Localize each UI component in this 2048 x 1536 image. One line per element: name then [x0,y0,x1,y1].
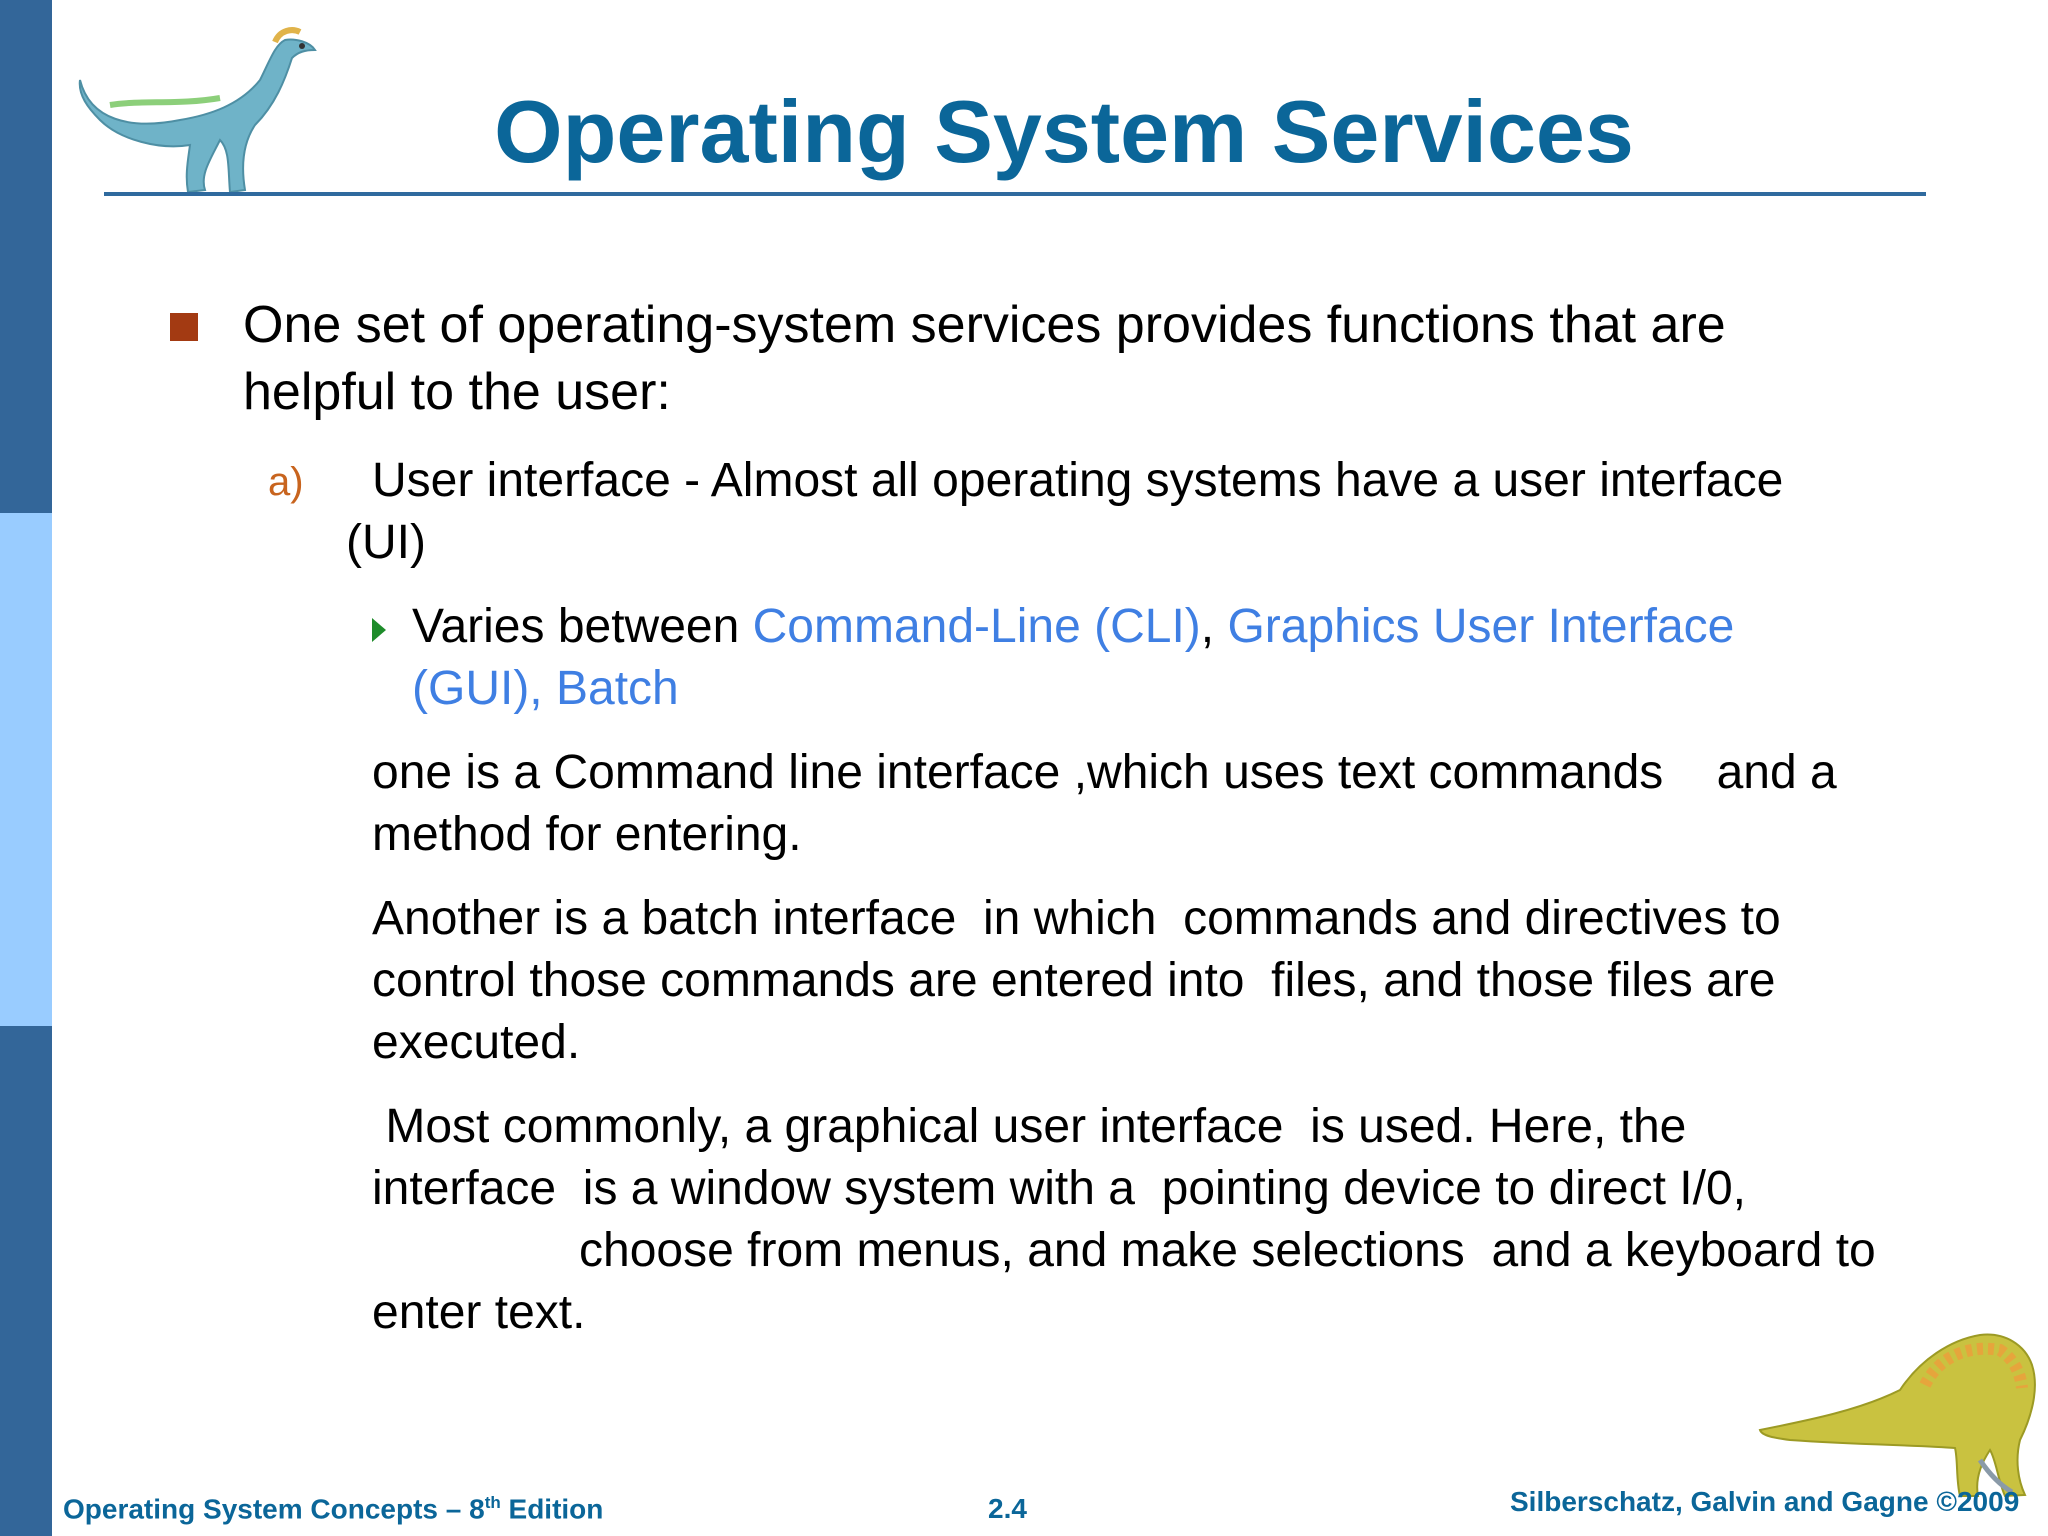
bullet-line-1: One set of operating-system services provides functions that are [243,296,1726,354]
paragraph2-line-1: Another is a batch interface in which commands and directives to [372,892,1781,945]
footer-title-sup: th [484,1493,501,1512]
sidebar-band-middle [0,513,52,1026]
sub-item-marker: a) [268,460,304,504]
paragraph1-line-1: one is a Command line interface ,which uses text commands and a [372,746,1837,799]
sidebar-band-top [0,0,52,513]
triangle-bullet-icon [372,618,386,642]
bullet-line-2: helpful to the user: [243,363,671,421]
title-divider [104,192,1926,196]
nested-line-2: (GUI), Batch [412,662,679,715]
nested-prefix: Varies between [412,600,753,653]
sub-item-line-1: User interface - Almost all operating systems have a user interface [372,454,1784,507]
paragraph3-line-3: choose from menus, and make selections and a keyboard to [579,1224,1876,1277]
footer-page-number: 2.4 [988,1493,1027,1524]
bullet-square-icon [170,313,198,341]
footer-book-title [63,1493,603,1525]
nested-line-1 [412,594,1734,660]
cli-link-text: Command-Line (CLI) [752,600,1201,653]
paragraph2-line-2: control those commands are entered into files, and those files are [372,954,1776,1007]
footer-title-end: Edition [500,1493,604,1525]
paragraph2-line-3: executed. [372,1016,581,1069]
paragraph3-line-1: Most commonly, a graphical user interface is used. Here, the [372,1100,1687,1153]
sidebar-band-bottom [0,1026,52,1536]
sub-item-line-2: (UI) [346,516,426,569]
paragraph3-line-2: interface is a window system with a pointing device to direct I/0, [372,1162,1746,1215]
paragraph3-line-4: enter text. [372,1286,586,1339]
footer-authors: Silberschatz, Galvin and Gagne ©2009 [1510,1486,2020,1517]
gui-link-text: Graphics User Interface [1227,600,1735,653]
nested-separator: , [1200,600,1228,653]
dinosaur-logo-bottom [1750,1310,2048,1500]
footer-title-text: Operating System Concepts – 8 [63,1493,485,1525]
slide-title: Operating System Services [494,82,1634,181]
paragraph1-line-2: method for entering. [372,808,802,861]
